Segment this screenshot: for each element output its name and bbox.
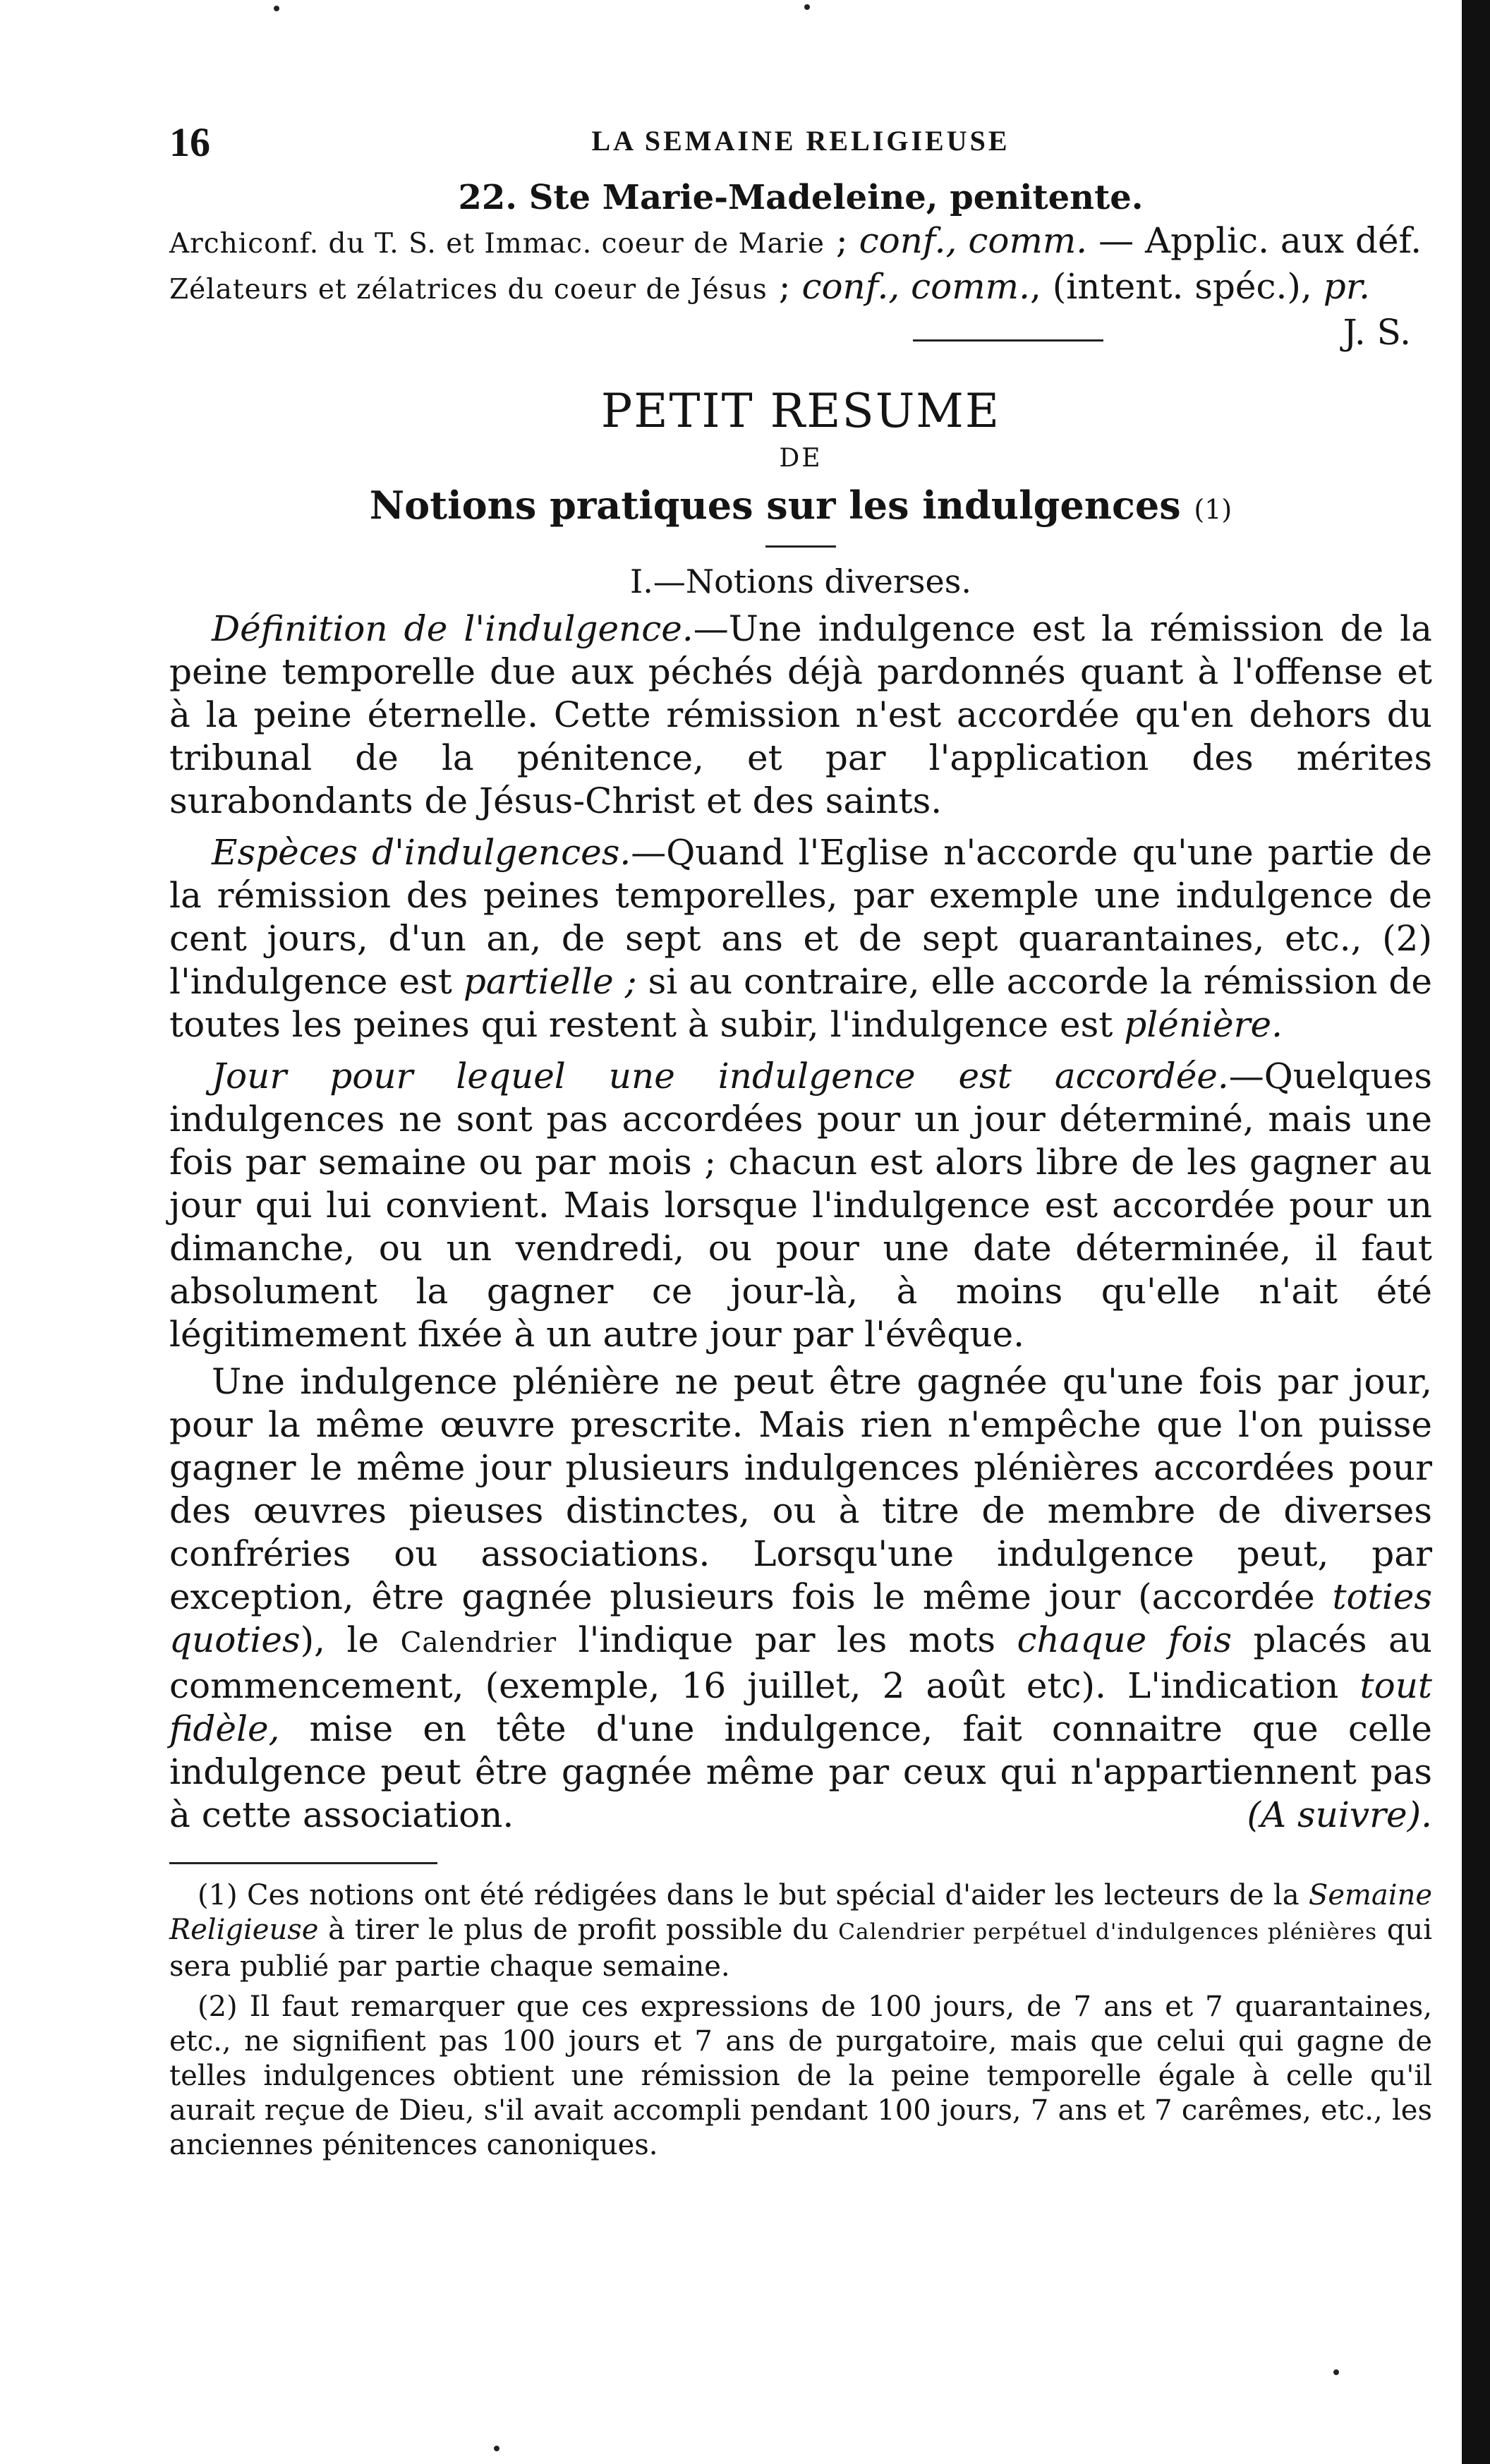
feast-line-archiconfrerie: Archiconf. du T. S. et Immac. coeur de Marie ; conf., comm. — Applic. aux déf. <box>169 220 1422 261</box>
org-name: Zélateurs et zélatrices du coeur de Jésus <box>169 274 768 306</box>
footnote-divider <box>169 1862 437 1864</box>
scan-edge-shadow <box>1462 0 1490 2464</box>
page-number: 16 <box>169 119 210 165</box>
paragraph-head: Définition de l'indulgence. <box>212 608 693 649</box>
a-suivre: (A suivre). <box>1247 1794 1432 1835</box>
footnote-1: (1) Ces notions ont été rédigées dans le but spécial d'aider les lecteurs de la Semaine Religieuse à tirer le plus de profit possible du Calendrier perpétuel d'indulgences plénières qui sera publié par partie chaque semaine. <box>169 1879 1433 1983</box>
divider <box>765 545 836 548</box>
divider <box>913 339 1103 342</box>
scan-speck <box>804 4 810 10</box>
feast-line-zelateurs-row <box>169 265 1432 311</box>
paragraph-head: Espèces d'indulgences. <box>212 832 631 873</box>
indulgence-marks: conf., comm. <box>859 220 1088 261</box>
page-header <box>169 106 1432 169</box>
footnote-ref: (1) <box>1194 494 1232 525</box>
signature-row <box>169 311 1432 354</box>
feast-title: 22. Ste Marie-Madeleine, penitente. <box>458 178 1144 217</box>
book-page <box>169 106 1432 2168</box>
scan-speck <box>494 2446 499 2451</box>
scan-speck <box>1333 2369 1339 2375</box>
running-title: LA SEMAINE RELIGIEUSE <box>591 125 1010 157</box>
org-name: Archiconf. du T. S. et Immac. coeur de Marie <box>169 228 825 260</box>
paragraph-jour: Jour pour lequel une indulgence est accordée.—Quelques indulgences ne sont pas accordées pour un jour déterminé, mais une fois par semaine ou par mois ; chacun est alors libre de les gagner au jour qui lui convient. Mais lorsque l'indulgence est accordée pour un dimanche, ou un vendredi, ou pour une date déterminée, il faut absolument la gagner ce jour-là, à moins qu'elle n'ait été légitimement fixée à un autre jour par l'évêque. <box>169 1056 1432 1355</box>
signature: J. S. <box>1343 312 1411 353</box>
article-title-de: DE <box>779 444 823 473</box>
paragraph-especes: Espèces d'indulgences.—Quand l'Eglise n'accorde qu'une partie de la rémission des peines temporelles, par exemple une indulgence de cent jours, d'un an, de sept ans et de sept quarantaines, etc., (2) l'indulgence est partielle ; si au contraire, elle accorde la rémission de toutes les peines qui restent à subir, l'indulgence est plénière. <box>169 832 1432 1045</box>
paragraph-definition: Définition de l'indulgence.—Une indulgence est la rémission de la peine temporelle due aux péchés déjà pardonnés quant à l'offense et à la peine éternelle. Cette rémission n'est accordée qu'en dehors du tribunal de la pénitence, et par l'application des mérites surabondants de Jésus-Christ et des saints. <box>169 608 1432 821</box>
article-title: PETIT RESUME <box>600 384 1001 438</box>
article-subtitle: Notions pratiques sur les indulgences (1) <box>369 483 1232 528</box>
section-heading: I.—Notions diverses. <box>630 562 971 600</box>
feast-line-zelateurs: Zélateurs et zélatrices du coeur de Jésus ; conf., comm., (intent. spéc.), pr. <box>169 266 1370 307</box>
paragraph-pleniere: Une indulgence plénière ne peut être gagnée qu'une fois par jour, pour la même œuvre prescrite. Mais rien n'empêche que l'on puisse gagner le même jour plusieurs indulgences plénières accordées pour des œuvres pieuses distinctes, ou à titre de membre de diverses confréries ou associations. Lorsqu'une indulgence peut, par exception, être gagnée plusieurs fois le même jour (accordée toties quoties), le Calendrier l'indique par les mots chaque fois placés au commencement, (exemple, 16 juillet, 2 août etc). L'indication tout fidèle, mise en tête d'une indulgence, fait connaitre que celle indulgence peut être gagnée même par ceux qui n'appartiennent pas à cette association. (A suivre). <box>169 1361 1433 1835</box>
footnote-2: (2) Il faut remarquer que ces expressions de 100 jours, de 7 ans et 7 quarantaines, etc., ne signifient pas 100 jours et 7 ans de purgatoire, mais que celui qui gagne de telles indulgences obtient une rémission de la peine temporelle égale à celle qu'il aurait reçue de Dieu, s'il avait accompli pendant 100 jours, 7 ans et 7 carêmes, etc., les anciennes pénitences canoniques. <box>169 1991 1432 2161</box>
paragraph-head: Jour pour lequel une indulgence est accordée. <box>212 1056 1229 1097</box>
indulgence-marks: conf., comm. <box>801 266 1030 307</box>
scan-speck <box>274 6 279 11</box>
